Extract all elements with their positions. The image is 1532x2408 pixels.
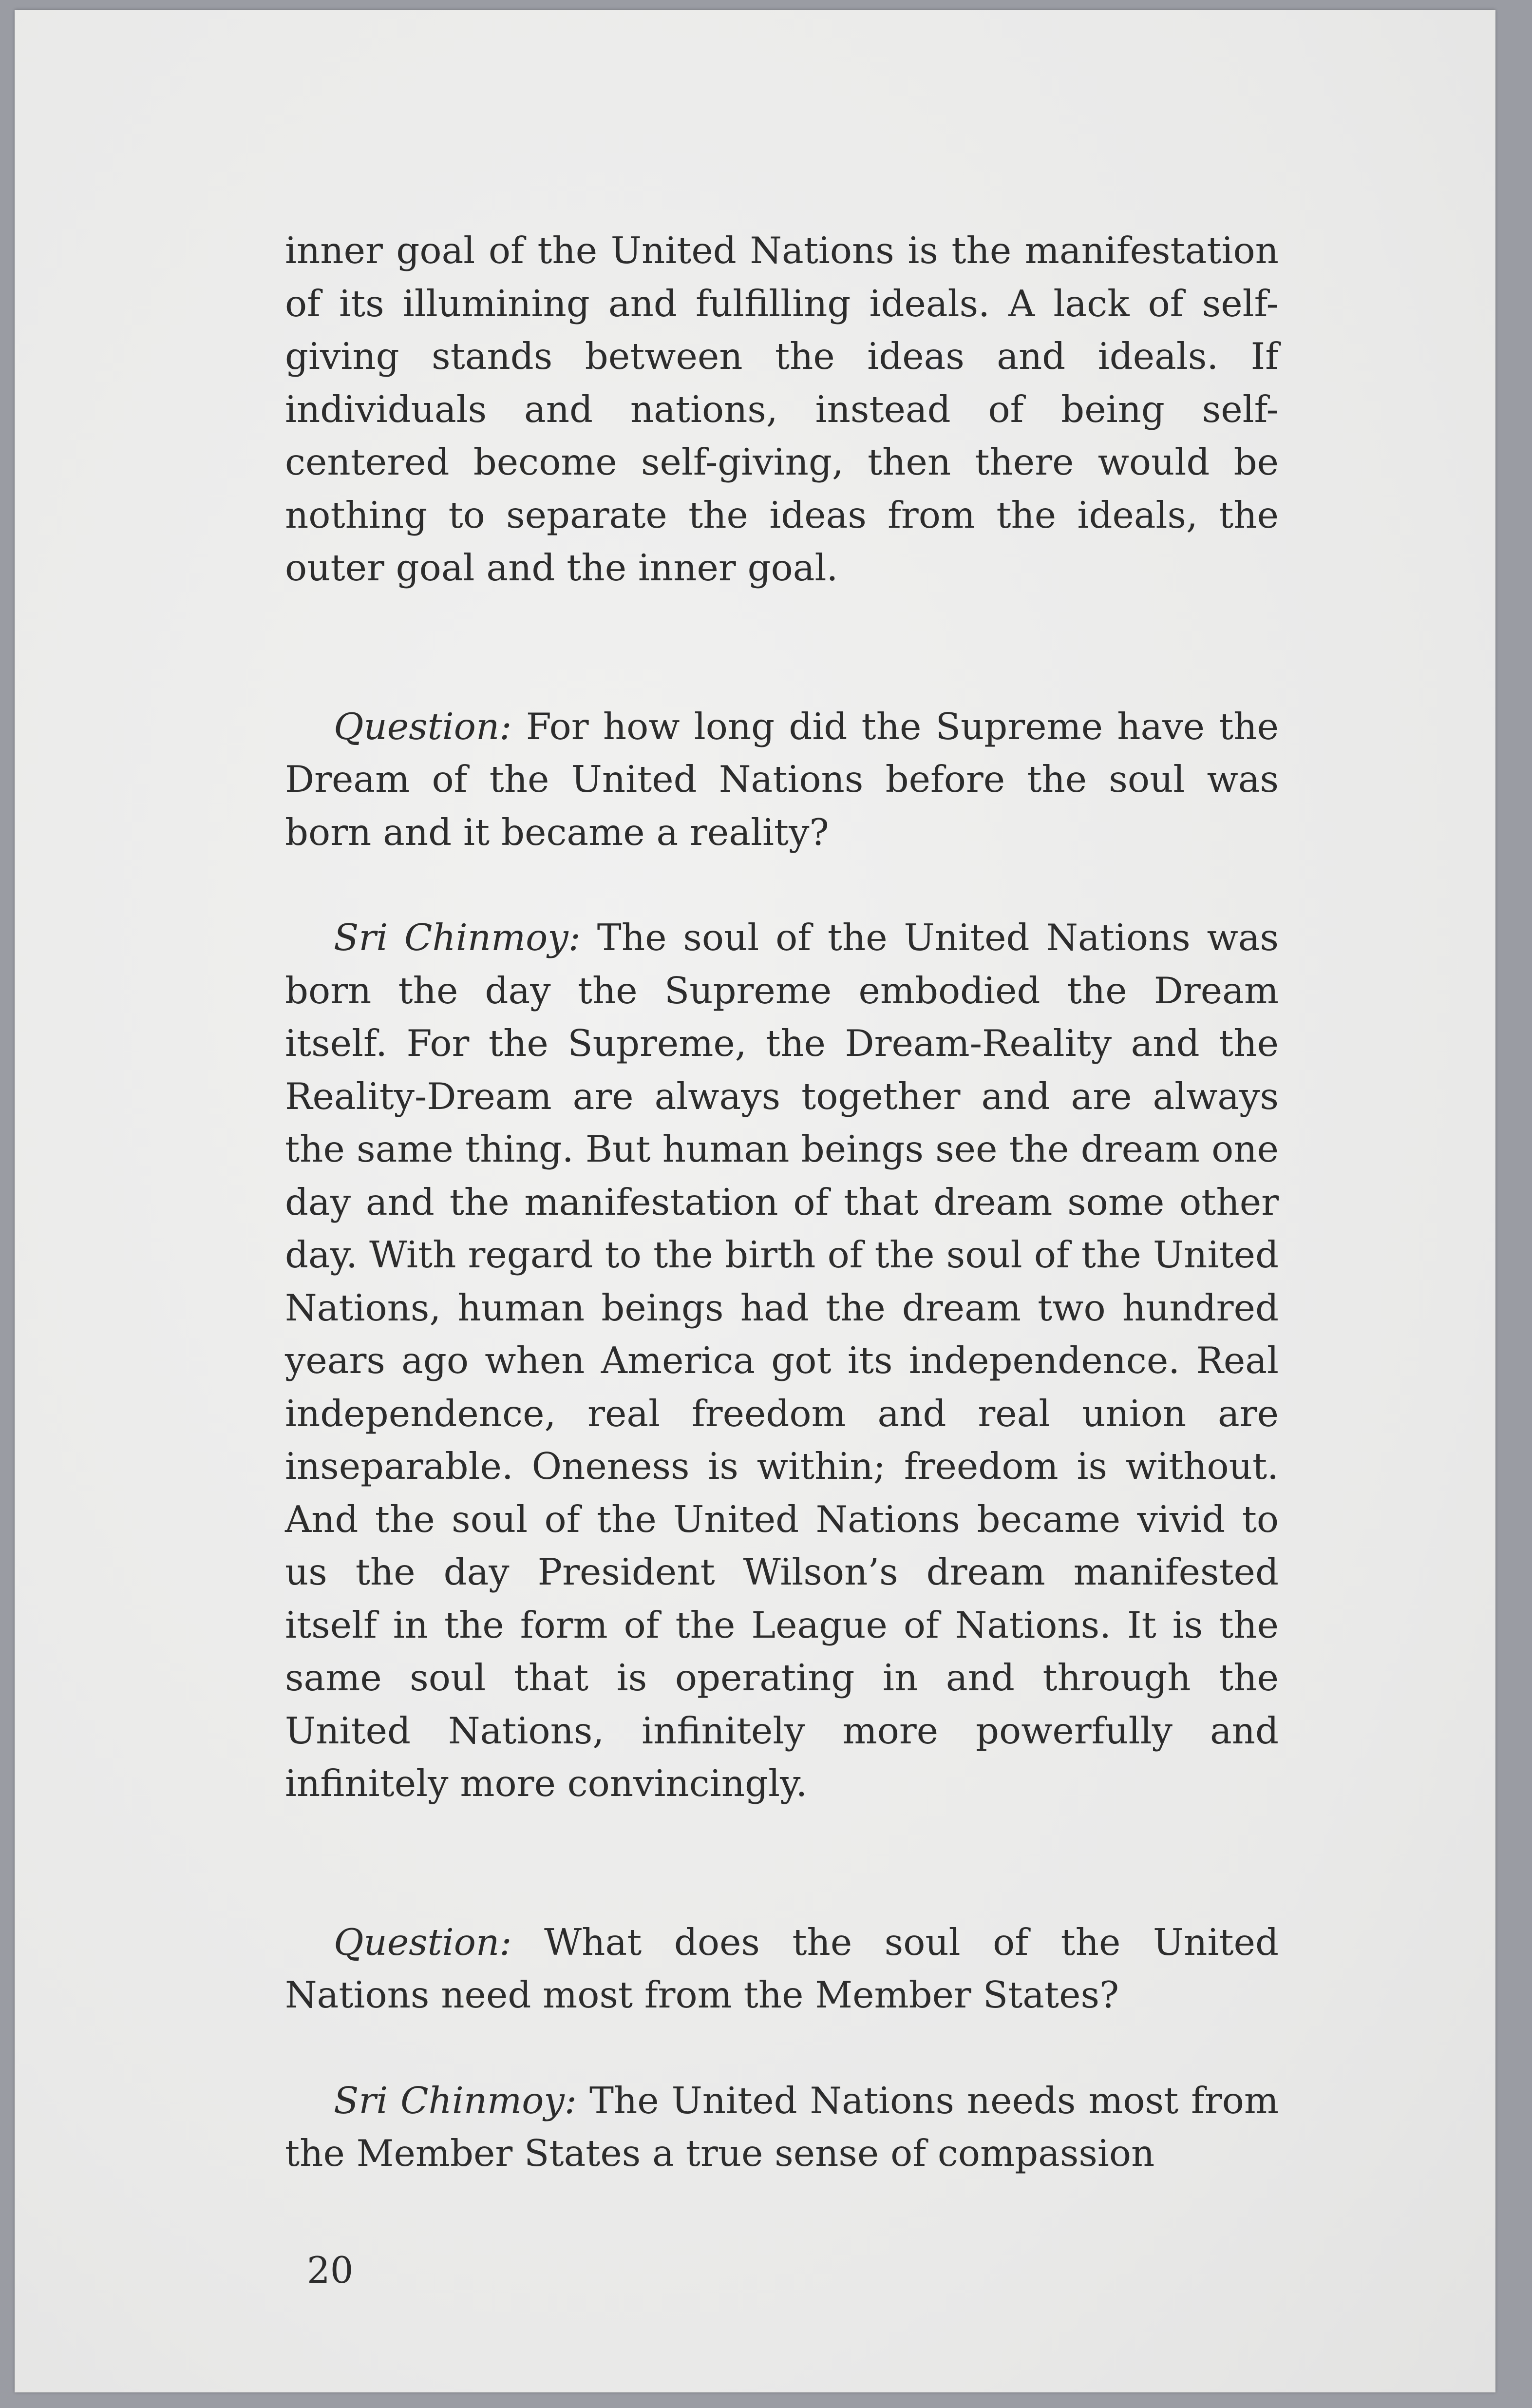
book-page <box>15 10 1495 2392</box>
page-number: 20 <box>307 2249 354 2292</box>
paragraph-text: inner goal of the United Nations is the manifestation of its illumining and fulfilling ideals. A lack of self-giving stands between the ideas and ideals. If individuals and nations, instead of being self-centered become self-giving, then there would be nothing to separate the ideas from the ideals, the outer goal and the inner goal. <box>285 229 1279 589</box>
speaker-label: Sri Chinmoy: <box>334 2079 577 2122</box>
speaker-label: Sri Chinmoy: <box>334 916 581 959</box>
question-paragraph <box>285 1916 1279 2022</box>
question-paragraph <box>285 700 1279 859</box>
answer-paragraph <box>285 2074 1279 2180</box>
paragraph-text: What does the soul of the United Nations need most from the Member States? <box>285 1920 1279 2016</box>
body-text <box>285 224 1279 2180</box>
paragraph-text: The United Nations needs most from the Member States a true sense of compassion <box>285 2079 1279 2175</box>
paragraph-text: For how long did the Supreme have the Dream of the United Nations before the soul was born and it became a reality? <box>285 705 1279 854</box>
paragraph-text: The soul of the United Nations was born the day the Supreme embodied the Dream itself. For the Supreme, the Dream-Reality and the Reality-Dream are always together and are always the same thing. But human beings see the dream one day and the manifestation of that dream some other day. With regard to the birth of the soul of the United Nations, human beings had the dream two hundred years ago when America got its independence. Real independence, real freedom and real union are inseparable. Oneness is within; freedom is without. And the soul of the United Nations became vivid to us the day President Wilson’s dream manifested itself in the form of the League of Nations. It is the same soul that is operating in and through the United Nations, infinitely more powerfully and infinitely more convincingly. <box>285 916 1279 1805</box>
speaker-label: Question: <box>334 705 512 748</box>
paragraph-continuation <box>285 224 1279 594</box>
answer-paragraph <box>285 911 1279 1810</box>
speaker-label: Question: <box>334 1920 512 1964</box>
